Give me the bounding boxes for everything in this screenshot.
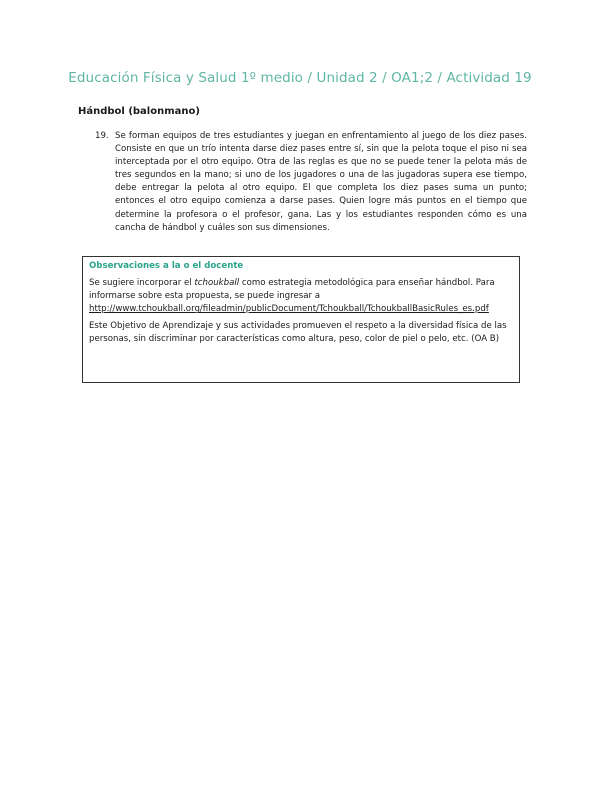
section-title: Hándbol (balonmano) — [78, 106, 200, 117]
teacher-notes-title: Observaciones a la o el docente — [89, 261, 244, 271]
teacher-notes-box — [82, 256, 520, 383]
teacher-notes-paragraph-2: Este Objetivo de Aprendizaje y sus actividades promueven el respeto a la diversidad física de las personas, sin discriminar por características como altura, peso, color de piel o pelo, etc. (OA B) — [89, 321, 507, 345]
activity-number: 19. — [95, 131, 109, 141]
tchoukball-rules-link[interactable]: http://www.tchoukball.org/fileadmin/publicDocument/Tchoukball/TchoukballBasicRules_es.pdf — [89, 304, 489, 315]
notes-text-before: Se sugiere incorporar el — [89, 278, 195, 289]
notes-text-after: como estrategia metodológica para enseñar hándbol. Para informarse sobre esta propuesta, se puede ingresar a — [89, 278, 495, 302]
activity-text: Se forman equipos de tres estudiantes y juegan en enfrentamiento al juego de los diez pases. Consiste en que un trío intenta darse diez pases entre sí, sin que la pelota toque el piso ni sea interceptada por el otro equipo. Otra de las reglas es que no se puede tener la pelota más de tres segundos en la mano; si uno de los jugadores o una de las jugadoras supera ese tiempo, debe entregar la pelota al otro equipo. El que completa los diez pases suma un punto; entonces el otro equipo comienza a darse pases. Quien logre más puntos en el tiempo que determine la profesora o el profesor, gana. Las y los estudiantes responden cómo es una cancha de hándbol y cuáles son sus dimensiones. — [115, 131, 527, 233]
notes-italic-term: tchoukball — [194, 278, 240, 289]
teacher-notes-paragraph-1 — [89, 277, 513, 316]
page-header: Educación Física y Salud 1º medio / Unidad 2 / OA1;2 / Actividad 19 — [68, 70, 532, 86]
activity-item — [95, 130, 527, 235]
